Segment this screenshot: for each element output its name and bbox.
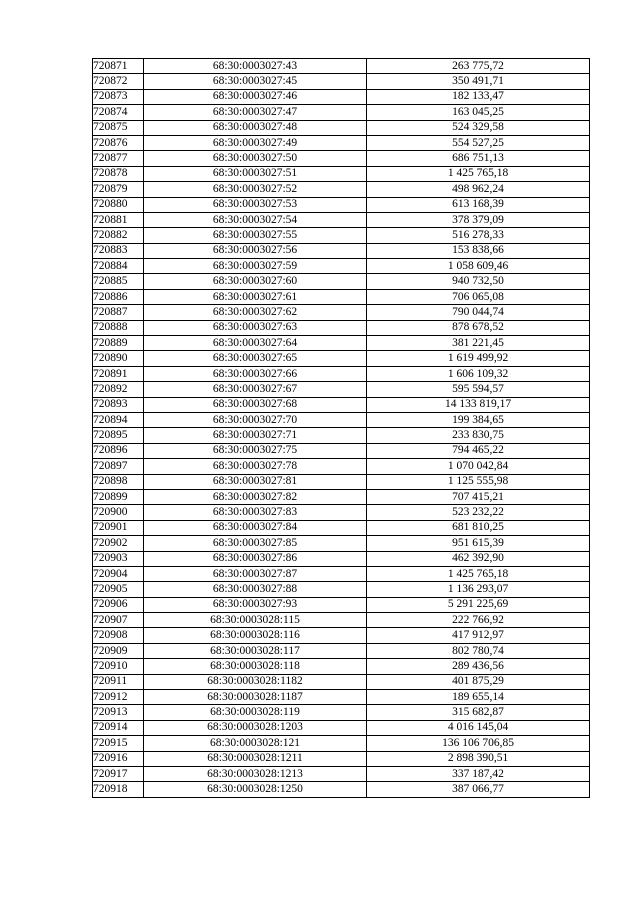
cadastral-number-cell: 68:30:0003027:93: [144, 597, 367, 612]
cadastral-value-cell: 315 682,87: [367, 705, 590, 720]
cadastral-value-cell: 163 045,25: [367, 105, 590, 120]
row-number-cell: 720892: [93, 382, 144, 397]
table-row: [93, 59, 590, 74]
row-number-cell: 720889: [93, 336, 144, 351]
row-number-cell: 720888: [93, 320, 144, 335]
table-row: [93, 182, 590, 197]
table-row: [93, 320, 590, 335]
cadastral-number-cell: 68:30:0003028:117: [144, 643, 367, 658]
table-row: [93, 197, 590, 212]
table-row: [93, 274, 590, 289]
table-row: [93, 736, 590, 751]
table-row: [93, 459, 590, 474]
table-row: [93, 166, 590, 181]
table-row: [93, 597, 590, 612]
cadastral-number-cell: 68:30:0003028:119: [144, 705, 367, 720]
cadastral-number-cell: 68:30:0003027:82: [144, 489, 367, 504]
table-row: [93, 151, 590, 166]
row-number-cell: 720871: [93, 59, 144, 74]
row-number-cell: 720896: [93, 443, 144, 458]
row-number-cell: 720899: [93, 489, 144, 504]
table-row: [93, 705, 590, 720]
row-number-cell: 720893: [93, 397, 144, 412]
row-number-cell: 720906: [93, 597, 144, 612]
cadastral-value-cell: 878 678,52: [367, 320, 590, 335]
cadastral-number-cell: 68:30:0003028:115: [144, 613, 367, 628]
cadastral-value-cell: 387 066,77: [367, 782, 590, 797]
cadastral-value-cell: 1 136 293,07: [367, 582, 590, 597]
table-row: [93, 105, 590, 120]
cadastral-value-cell: 222 766,92: [367, 613, 590, 628]
table-row: [93, 674, 590, 689]
cadastral-number-cell: 68:30:0003027:66: [144, 366, 367, 381]
row-number-cell: 720894: [93, 412, 144, 427]
row-number-cell: 720907: [93, 613, 144, 628]
cadastral-value-cell: 462 392,90: [367, 551, 590, 566]
row-number-cell: 720910: [93, 659, 144, 674]
cadastral-value-cell: 189 655,14: [367, 690, 590, 705]
cadastral-value-cell: 182 133,47: [367, 89, 590, 104]
cadastral-number-cell: 68:30:0003028:116: [144, 628, 367, 643]
table-row: [93, 443, 590, 458]
cadastral-value-table: [92, 58, 590, 798]
cadastral-number-cell: 68:30:0003027:83: [144, 505, 367, 520]
row-number-cell: 720914: [93, 720, 144, 735]
cadastral-value-cell: 498 962,24: [367, 182, 590, 197]
cadastral-value-cell: 523 232,22: [367, 505, 590, 520]
row-number-cell: 720909: [93, 643, 144, 658]
cadastral-value-cell: 199 384,65: [367, 412, 590, 427]
row-number-cell: 720913: [93, 705, 144, 720]
cadastral-number-cell: 68:30:0003028:1187: [144, 690, 367, 705]
cadastral-value-cell: 1 619 499,92: [367, 351, 590, 366]
cadastral-number-cell: 68:30:0003027:70: [144, 412, 367, 427]
cadastral-number-cell: 68:30:0003027:50: [144, 151, 367, 166]
cadastral-number-cell: 68:30:0003027:51: [144, 166, 367, 181]
cadastral-value-cell: 1 058 609,46: [367, 259, 590, 274]
cadastral-number-cell: 68:30:0003027:84: [144, 520, 367, 535]
cadastral-value-cell: 4 016 145,04: [367, 720, 590, 735]
cadastral-number-cell: 68:30:0003027:63: [144, 320, 367, 335]
row-number-cell: 720884: [93, 259, 144, 274]
cadastral-value-cell: 802 780,74: [367, 643, 590, 658]
row-number-cell: 720897: [93, 459, 144, 474]
row-number-cell: 720891: [93, 366, 144, 381]
cadastral-value-cell: 681 810,25: [367, 520, 590, 535]
table-row: [93, 74, 590, 89]
table-row: [93, 782, 590, 797]
cadastral-number-cell: 68:30:0003027:62: [144, 305, 367, 320]
cadastral-value-cell: 417 912,97: [367, 628, 590, 643]
row-number-cell: 720918: [93, 782, 144, 797]
cadastral-value-cell: 794 465,22: [367, 443, 590, 458]
cadastral-number-cell: 68:30:0003027:46: [144, 89, 367, 104]
table-body: [93, 59, 590, 798]
cadastral-number-cell: 68:30:0003027:81: [144, 474, 367, 489]
table-row: [93, 366, 590, 381]
row-number-cell: 720915: [93, 736, 144, 751]
table-row: [93, 582, 590, 597]
cadastral-value-cell: 790 044,74: [367, 305, 590, 320]
cadastral-value-cell: 153 838,66: [367, 243, 590, 258]
row-number-cell: 720904: [93, 566, 144, 581]
table-row: [93, 505, 590, 520]
cadastral-value-cell: 686 751,13: [367, 151, 590, 166]
table-row: [93, 305, 590, 320]
cadastral-number-cell: 68:30:0003027:55: [144, 228, 367, 243]
table-row: [93, 613, 590, 628]
cadastral-number-cell: 68:30:0003028:121: [144, 736, 367, 751]
cadastral-number-cell: 68:30:0003027:47: [144, 105, 367, 120]
table-row: [93, 412, 590, 427]
table-row: [93, 751, 590, 766]
table-row: [93, 135, 590, 150]
table-row: [93, 643, 590, 658]
cadastral-number-cell: 68:30:0003027:87: [144, 566, 367, 581]
table-row: [93, 212, 590, 227]
cadastral-number-cell: 68:30:0003028:1211: [144, 751, 367, 766]
table-row: [93, 289, 590, 304]
row-number-cell: 720879: [93, 182, 144, 197]
cadastral-value-cell: 401 875,29: [367, 674, 590, 689]
cadastral-value-cell: 1 425 765,18: [367, 166, 590, 181]
cadastral-value-cell: 350 491,71: [367, 74, 590, 89]
table-row: [93, 89, 590, 104]
table-row: [93, 397, 590, 412]
cadastral-value-cell: 524 329,58: [367, 120, 590, 135]
row-number-cell: 720883: [93, 243, 144, 258]
cadastral-number-cell: 68:30:0003028:1250: [144, 782, 367, 797]
table-row: [93, 690, 590, 705]
cadastral-value-cell: 136 106 706,85: [367, 736, 590, 751]
table-row: [93, 520, 590, 535]
cadastral-value-cell: 2 898 390,51: [367, 751, 590, 766]
row-number-cell: 720903: [93, 551, 144, 566]
cadastral-number-cell: 68:30:0003027:45: [144, 74, 367, 89]
cadastral-number-cell: 68:30:0003027:71: [144, 428, 367, 443]
cadastral-number-cell: 68:30:0003027:59: [144, 259, 367, 274]
cadastral-number-cell: 68:30:0003027:48: [144, 120, 367, 135]
table-row: [93, 720, 590, 735]
row-number-cell: 720898: [93, 474, 144, 489]
cadastral-number-cell: 68:30:0003028:1203: [144, 720, 367, 735]
row-number-cell: 720911: [93, 674, 144, 689]
cadastral-value-cell: 613 168,39: [367, 197, 590, 212]
row-number-cell: 720905: [93, 582, 144, 597]
table-row: [93, 566, 590, 581]
cadastral-number-cell: 68:30:0003027:65: [144, 351, 367, 366]
cadastral-value-cell: 516 278,33: [367, 228, 590, 243]
row-number-cell: 720916: [93, 751, 144, 766]
cadastral-number-cell: 68:30:0003027:68: [144, 397, 367, 412]
cadastral-value-cell: 378 379,09: [367, 212, 590, 227]
row-number-cell: 720890: [93, 351, 144, 366]
cadastral-value-cell: 14 133 819,17: [367, 397, 590, 412]
cadastral-number-cell: 68:30:0003027:78: [144, 459, 367, 474]
cadastral-number-cell: 68:30:0003027:67: [144, 382, 367, 397]
row-number-cell: 720880: [93, 197, 144, 212]
row-number-cell: 720908: [93, 628, 144, 643]
cadastral-number-cell: 68:30:0003027:43: [144, 59, 367, 74]
cadastral-value-cell: 381 221,45: [367, 336, 590, 351]
table-row: [93, 120, 590, 135]
cadastral-number-cell: 68:30:0003027:88: [144, 582, 367, 597]
row-number-cell: 720886: [93, 289, 144, 304]
cadastral-value-cell: 706 065,08: [367, 289, 590, 304]
cadastral-value-cell: 233 830,75: [367, 428, 590, 443]
cadastral-number-cell: 68:30:0003027:61: [144, 289, 367, 304]
cadastral-value-cell: 337 187,42: [367, 766, 590, 781]
row-number-cell: 720876: [93, 135, 144, 150]
row-number-cell: 720885: [93, 274, 144, 289]
table-row: [93, 551, 590, 566]
cadastral-value-cell: 940 732,50: [367, 274, 590, 289]
cadastral-value-cell: 1 425 765,18: [367, 566, 590, 581]
cadastral-number-cell: 68:30:0003027:56: [144, 243, 367, 258]
cadastral-number-cell: 68:30:0003028:1213: [144, 766, 367, 781]
table-row: [93, 659, 590, 674]
table-row: [93, 474, 590, 489]
row-number-cell: 720877: [93, 151, 144, 166]
row-number-cell: 720912: [93, 690, 144, 705]
cadastral-number-cell: 68:30:0003027:86: [144, 551, 367, 566]
row-number-cell: 720874: [93, 105, 144, 120]
cadastral-number-cell: 68:30:0003027:75: [144, 443, 367, 458]
row-number-cell: 720881: [93, 212, 144, 227]
cadastral-value-cell: 289 436,56: [367, 659, 590, 674]
cadastral-number-cell: 68:30:0003027:52: [144, 182, 367, 197]
table-row: [93, 628, 590, 643]
table-row: [93, 382, 590, 397]
row-number-cell: 720901: [93, 520, 144, 535]
cadastral-number-cell: 68:30:0003028:1182: [144, 674, 367, 689]
cadastral-number-cell: 68:30:0003027:53: [144, 197, 367, 212]
cadastral-value-cell: 951 615,39: [367, 536, 590, 551]
cadastral-value-cell: 554 527,25: [367, 135, 590, 150]
row-number-cell: 720895: [93, 428, 144, 443]
table-row: [93, 259, 590, 274]
row-number-cell: 720875: [93, 120, 144, 135]
row-number-cell: 720917: [93, 766, 144, 781]
cadastral-value-cell: 1 125 555,98: [367, 474, 590, 489]
table-row: [93, 766, 590, 781]
row-number-cell: 720902: [93, 536, 144, 551]
cadastral-number-cell: 68:30:0003027:64: [144, 336, 367, 351]
row-number-cell: 720878: [93, 166, 144, 181]
cadastral-value-cell: 1 070 042,84: [367, 459, 590, 474]
table-row: [93, 228, 590, 243]
cadastral-value-cell: 707 415,21: [367, 489, 590, 504]
cadastral-number-cell: 68:30:0003028:118: [144, 659, 367, 674]
table-row: [93, 351, 590, 366]
cadastral-value-cell: 595 594,57: [367, 382, 590, 397]
table-row: [93, 428, 590, 443]
cadastral-number-cell: 68:30:0003027:60: [144, 274, 367, 289]
table-row: [93, 536, 590, 551]
cadastral-number-cell: 68:30:0003027:85: [144, 536, 367, 551]
cadastral-value-cell: 5 291 225,69: [367, 597, 590, 612]
table-row: [93, 336, 590, 351]
row-number-cell: 720887: [93, 305, 144, 320]
cadastral-number-cell: 68:30:0003027:49: [144, 135, 367, 150]
row-number-cell: 720872: [93, 74, 144, 89]
row-number-cell: 720882: [93, 228, 144, 243]
row-number-cell: 720873: [93, 89, 144, 104]
table-row: [93, 489, 590, 504]
table-row: [93, 243, 590, 258]
cadastral-number-cell: 68:30:0003027:54: [144, 212, 367, 227]
cadastral-value-cell: 263 775,72: [367, 59, 590, 74]
row-number-cell: 720900: [93, 505, 144, 520]
cadastral-value-cell: 1 606 109,32: [367, 366, 590, 381]
